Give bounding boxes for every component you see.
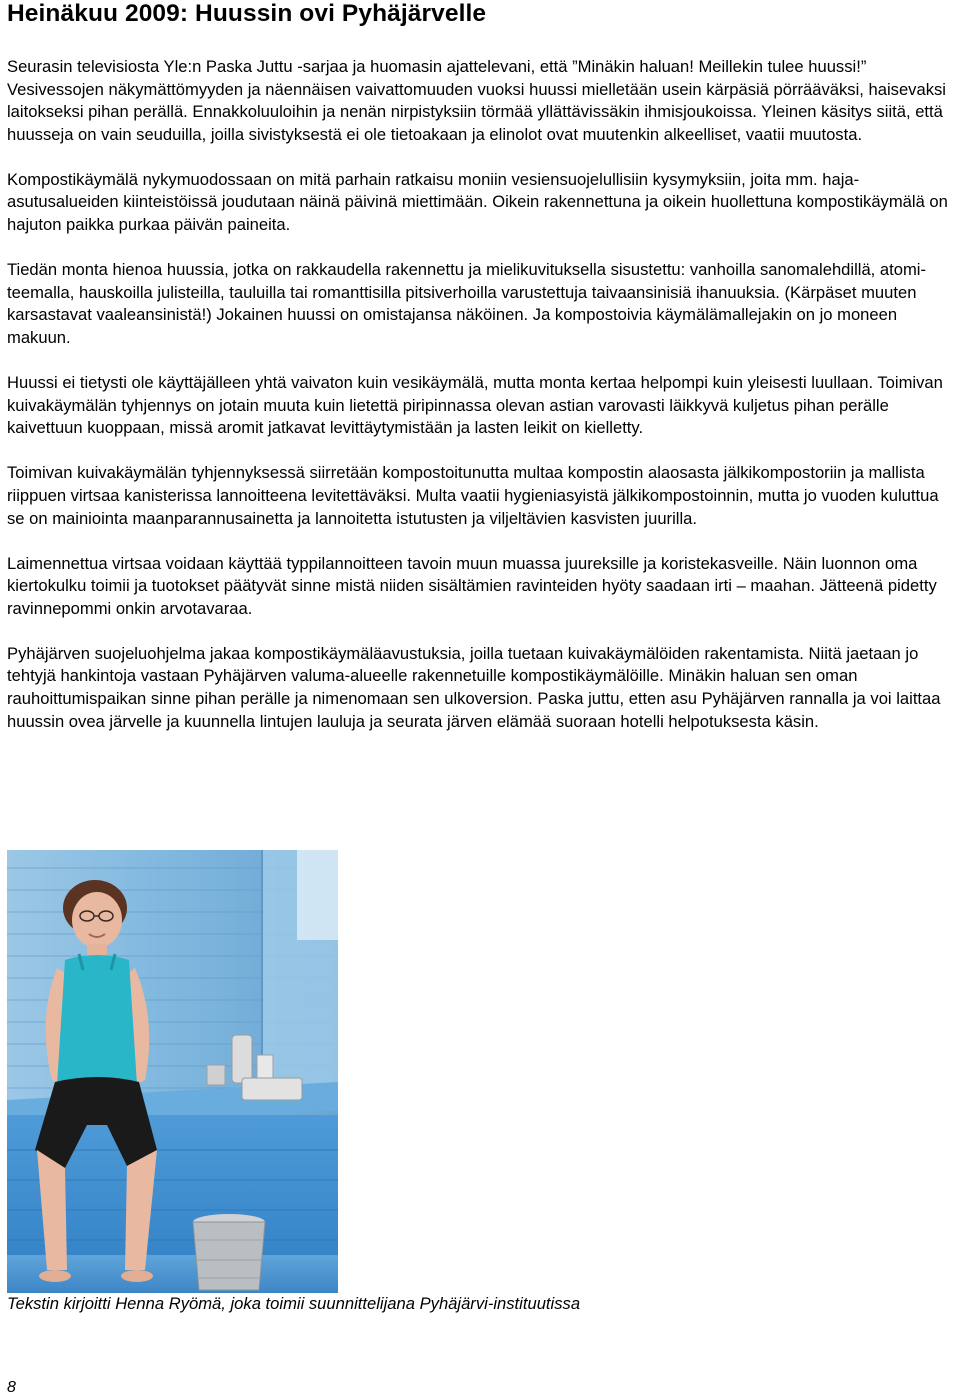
photo-caption: Tekstin kirjoitti Henna Ryömä, joka toimii suunnittelijana Pyhäjärvi-instituutissa xyxy=(7,1294,581,1313)
paragraph-2: Kompostikäymälä nykymuodossaan on mitä parhain ratkaisu moniin vesiensuojelullisiin kysymyksiin, joita mm. haja-asutusalueiden kiinteistöissä joudutaan näinä päivinä miettimään. Oikein rakennettuna ja oikein huollettuna kompostikäymälä on hajuton paikka purkaa päivän paineita. xyxy=(7,169,948,235)
paragraph-5: Toimivan kuivakäymälän tyhjennyksessä siirretään kompostoitunutta multaa kompostin alaosasta jälkikompostoriin ja mallista riippuen virtsaa kanisterissa lannoitteena levitettäväksi. Multa vaatii hygieniasyistä jälkikompostoinnin, mutta jo vuoden kuluttua se on mainiointa maanparannusainetta ja lannoitetta istutusten ja viljeltävien kasvisten juurilla. xyxy=(7,463,939,528)
paragraph-1: Seurasin televisiosta Yle:n Paska Juttu -sarjaa ja huomasin ajattelevani, että ”Minäkin haluan! Meillekin tulee huussi!” Vesivessojen näkymättömyyden ja näennäisen vaivattomuuden vuoksi huussi mielletään usein kärpäsiä pörrääväksi, haisevaksi laitokseksi pihan perällä. Ennakkoluuloihin ja nenän nirpistyksiin törmää yllättävissäkin ihmisjoukoissa. Yleinen käsitys siitä, että huusseja on vain seuduilla, joilla sivistyksestä ei ole tietoakaan ja elinolot ovat muutenkin alkeelliset, vaatii muutosta. xyxy=(7,57,946,144)
page-title: Heinäkuu 2009: Huussin ovi Pyhäjärvelle xyxy=(7,0,487,27)
paragraph-7: Pyhäjärven suojeluohjelma jakaa kompostikäymäläavustuksia, joilla tuetaan kuivakäymälöiden rakentamista. Niitä jaetaan jo tehtyjä hankintoja vastaan Pyhäjärven valuma-alueelle rakennetuille kompostikäymälöille. Minäkin haluan sen oman rauhoittumispaikan sinne pihan perälle ja nimenomaan sen ulkoversion. Paska juttu, etten asu Pyhäjärven rannalla ja voi laittaa huussin ovea järvelle ja kuunnella lintujen lauluja ja seurata järven elämää suoraan hotelli helpotuksesta käsin. xyxy=(7,643,941,731)
article-body xyxy=(7,56,960,756)
paragraph-4: Huussi ei tietysti ole käyttäjälleen yhtä vaivaton kuin vesikäymälä, mutta monta kertaa helpompi kuin yleisesti luullaan. Toimivan kuivakäymälän tyhjennys on jotain muuta kuin lietettä piripinnassa olevan astian varovasti läikkyvä kuljetus pihan perälle kaivettuun kuoppaan, missä aromit jatkavat levittäytymistään ja lasten leikit on kielletty. xyxy=(7,373,943,438)
photo-woman-in-outhouse xyxy=(7,850,338,1293)
page-number: 8 xyxy=(7,1379,16,1396)
paragraph-6: Laimennettua virtsaa voidaan käyttää typpilannoitteen tavoin muun muassa juureksille ja koristekasveille. Näin luonnon oma kiertokulku toimii ja tuotokset päätyvät sinne mistä niiden sisältämien ravinteiden hyöty saadaan irti – maahan. Jätteenä pidetty ravinnepommi onkin arvotavaraa. xyxy=(7,553,937,618)
paragraph-3: Tiedän monta hienoa huussia, jotka on rakkaudella rakennettu ja mielikuvituksella sisustettu: vanhoilla sanomalehdillä, atomi-teemalla, hauskoilla julisteilla, tauluilla tai romanttisilla pitsiverhoilla varustettuja taivaansinisiä ihanuuksia. (Kärpäset muuten karsastavat vaaleansinistä!) Jokainen huussi on omistajansa näköinen. Ja kompostoivia käymälämallejakin on jo moneen makuun. xyxy=(7,260,927,347)
